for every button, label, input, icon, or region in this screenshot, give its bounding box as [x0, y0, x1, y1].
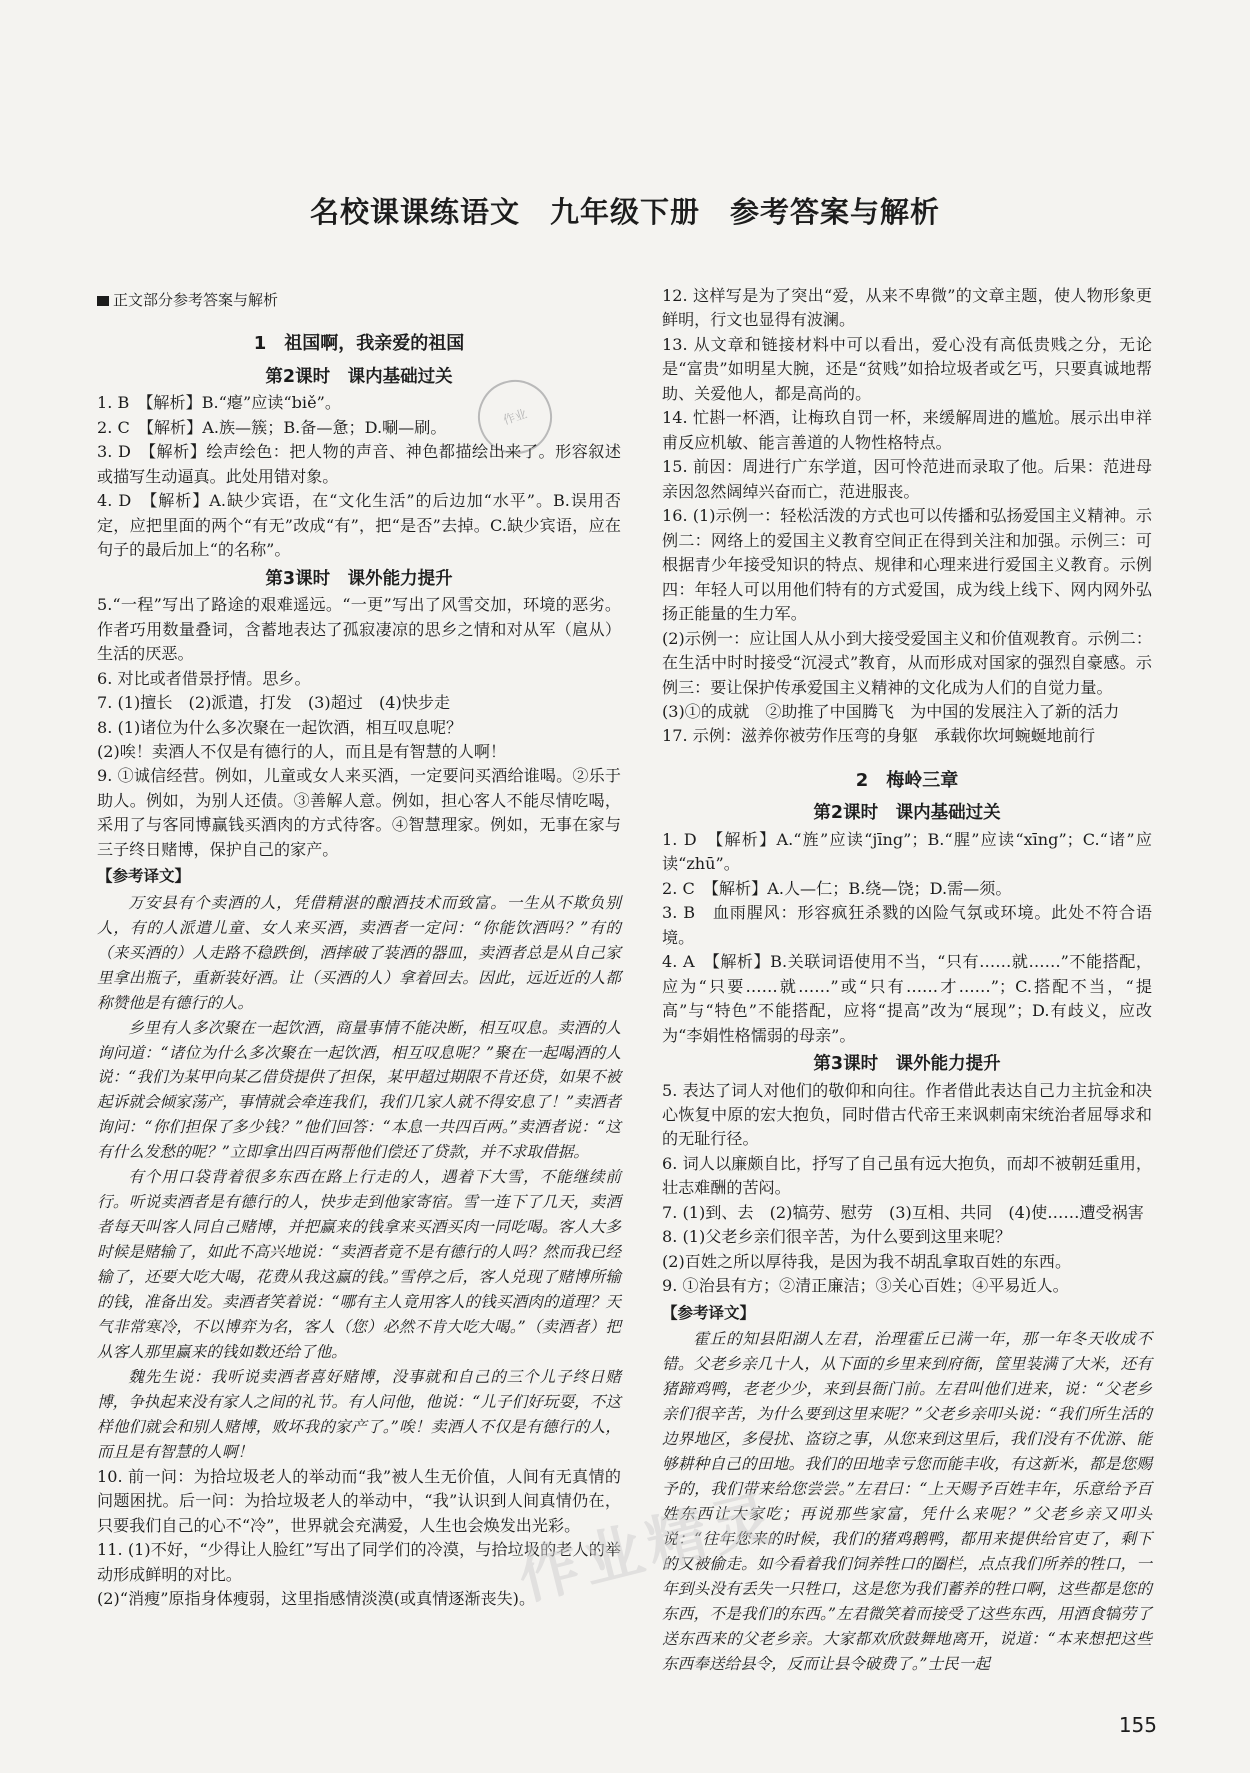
section-marker-icon: [97, 296, 109, 306]
answer-item: 17. 示例：滋养你被劳作压弯的身躯 承载你坎坷蜿蜒地前行: [662, 726, 1096, 746]
lesson-heading: 第2课时 课内基础过关: [813, 803, 1001, 824]
answer-item: 3. B 血雨腥风：形容疯狂杀戮的凶险气氛或环境。此处不符合语境。: [662, 903, 1152, 947]
answer-item: 3. D 【解析】绘声绘色：把人物的声音、神色都描绘出来了。形容叙述或描写生动逼真。此处用错对象。: [97, 442, 621, 486]
reference-translation-label: 【参考译文】: [662, 1303, 756, 1322]
right-column: [662, 284, 1152, 1677]
chapter-title: 1 祖国啊，我亲爱的祖国: [253, 333, 465, 355]
answer-item: (3)①的成就 ②助推了中国腾飞 为中国的发展注入了新的活力: [662, 701, 1120, 721]
answer-item: 11. (1)不好，“少得让人脸红”写出了同学们的冷漠，与拾垃圾的老人的举动形成鲜明的对比。: [97, 1540, 621, 1584]
answer-item: 1. D 【解析】A.“旌”应读“jīng”；B.“腥”应读“xīng”；C.“诸”应读“zhū”。: [662, 829, 1152, 874]
lesson-heading: 第3课时 课外能力提升: [813, 1054, 1001, 1075]
answer-item: 8. (1)父老乡亲们很辛苦，为什么要到这里来呢？: [662, 1227, 1012, 1247]
translation-paragraph: 有个用口袋背着很多东西在路上行走的人，遇着下大雪，不能继续前行。听说卖酒者是有德行的人，快步走到他家寄宿。雪一连下了几天，卖酒者每天叫客人同自己赌博，并把赢来的钱拿来买酒买肉一同吃喝。客人大多时候是赌输了，如此不高兴地说：“卖酒者竟不是有德行的人吗？然而我已经输了，还要大吃大喝，花费从我这赢的钱。”雪停之后，客人兑现了赌博所输的钱，准备出发。卖酒者笑着说：“哪有主人竟用客人的钱买酒肉的道理？天气非常寒冷，不以博弈为名，客人（您）必然不肯大吃大喝。”（卖酒者）把从客人那里赢来的钱如数还给了他。: [97, 1168, 621, 1361]
answer-item: 12. 这样写是为了突出“爱，从来不卑微”的文章主题，使人物形象更鲜明，行文也显得有波澜。: [662, 286, 1152, 330]
answer-item: 4. A 【解析】B.关联词语使用不当，“只有……就……”不能搭配，应为“只要……就……”或“只有……才……”；C.搭配不当，“提高”与“特色”不能搭配，应将“提高”改为“展现”；D.有歧义，应改为“李娟性格懦弱的母亲”。: [662, 952, 1152, 1045]
answer-item: (2)唉！卖酒人不仅是有德行的人，而且是有智慧的人啊！: [97, 741, 507, 761]
answer-list: [662, 1079, 1152, 1299]
answer-item: 5.“一程”写出了路途的艰难遥远。“一更”写出了风雪交加，环境的恶劣。作者巧用数量叠词，含蓄地表达了孤寂凄凉的思乡之情和对从军（扈从）生活的厌恶。: [97, 595, 621, 664]
answer-item: 7. (1)擅长 (2)派遣，打发 (3)超过 (4)快步走: [97, 693, 451, 713]
answer-item: (2)百姓之所以厚待我，是因为我不胡乱拿取百姓的东西。: [662, 1251, 1072, 1271]
watermark: 作业精灵: [511, 1481, 785, 1614]
page-title: 名校课课练语文 九年级下册 参考答案与解析: [309, 195, 940, 229]
lesson-heading: 第2课时 课内基础过关: [265, 366, 453, 387]
answer-item: 16. (1)示例一：轻松活泼的方式也可以传播和弘扬爱国主义精神。示例二：网络上的爱国主义教育空间正在得到关注和加强。示例三：可根据青少年接受知识的特点、规律和心理来进行爱国主义教育。示例四：年轻人可以用他们特有的方式爱国，成为线上线下、网内网外弘扬正能量的生力军。: [662, 506, 1152, 624]
answer-list: [662, 828, 1152, 1048]
page-number: 155: [1118, 1713, 1157, 1737]
answer-item: 2. C 【解析】A.族—簇；B.备—惫；D.唰—刷。: [97, 417, 447, 437]
answer-item: 7. (1)到、去 (2)犒劳、慰劳 (3)互相、共同 (4)使……遭受祸害: [662, 1202, 1144, 1222]
answer-item: 15. 前因：周进行广东学道，因可怜范进而录取了他。后果：范进母亲因忽然阔绰兴奋而亡，范进服丧。: [662, 457, 1152, 501]
lesson-heading: 第3课时 课外能力提升: [265, 568, 453, 589]
answer-item: 9. ①诚信经营。例如，儿童或女人来买酒，一定要问买酒给谁喝。②乐于助人。例如，为别人还债。③善解人意。例如，担心客人不能尽情吃喝，采用了与客同博赢钱买酒肉的方式待客。④智慧理家。例如，无事在家与三子终日赌博，保护自己的家产。: [97, 766, 621, 859]
translation-paragraph: 魏先生说：我听说卖酒者喜好赌博，没事就和自己的三个儿子终日赌博，争执起来没有家人之间的礼节。有人问他，他说：“儿子们好玩耍，不这样他们就会和别人赌博，败坏我的家产了。”唉！卖酒人不仅是有德行的人，而且是有智慧的人啊！: [97, 1367, 621, 1461]
answer-item: 9. ①治县有方；②清正廉洁；③关心百姓；④平易近人。: [662, 1276, 1069, 1296]
answer-item: 14. 忙斟一杯酒，让梅玖自罚一杯，来缓解周进的尴尬。展示出申祥甫反应机敏、能言善道的人物性格特点。: [662, 408, 1152, 452]
translation-text: [97, 891, 621, 1465]
answer-item: 10. 前一问：为拾垃圾老人的举动而“我”被人生无价值，人间有无真情的问题困扰。后一问：为拾垃圾老人的举动中，“我”认识到人间真情仍在，只要我们自己的心不“冷”，世界就会充满爱，人生也会焕发出光彩。: [97, 1466, 621, 1535]
answer-item: 6. 对比或者借景抒情。思乡。: [97, 668, 311, 688]
answer-item: 1. B 【解析】B.“瘪”应读“biě”。: [97, 393, 341, 413]
answer-item: 6. 词人以廉颇自比，抒写了自己虽有远大抱负，而却不被朝廷重用，壮志难酬的苦闷。: [662, 1153, 1152, 1198]
translation-paragraph: 万安县有个卖酒的人，凭借精湛的酿酒技术而致富。一生从不欺负别人，有的人派遣儿童、女人来买酒，卖酒者一定问：“你能饮酒吗？”有的（来买酒的）人走路不稳跌倒，酒摔破了装酒的器皿，卖酒者总是从自己家里拿出瓶子，重新装好酒。让（买酒的人）拿着回去。因此，远近近的人都称赞他是有德行的人。: [97, 893, 621, 1012]
chapter-title: 2 梅岭三章: [855, 769, 959, 791]
answer-item: (2)“消瘦”原指身体瘦弱，这里指感情淡漠(或真情逐渐丧失)。: [97, 1589, 536, 1609]
answer-item: 8. (1)诸位为什么多次聚在一起饮酒，相互叹息呢？: [97, 717, 463, 737]
section-label: 正文部分参考答案与解析: [97, 288, 621, 312]
answer-list: [97, 593, 621, 862]
answer-item: 13. 从文章和链接材料中可以看出，爱心没有高低贵贱之分，无论是“富贵”如明星大腕，还是“贫贱”如拾垃圾者或乞丐，只要真诚地帮助、关爱他人，都是高尚的。: [662, 334, 1152, 403]
answer-list: [97, 391, 621, 562]
translation-paragraph: 乡里有人多次聚在一起饮酒，商量事情不能决断，相互叹息。卖酒的人询问道：“诸位为什么多次聚在一起饮酒，相互叹息呢？”聚在一起喝酒的人说：“我们为某甲向某乙借贷提供了担保，某甲超过期限不肯还贷，如果不被起诉就会倾家荡产，事情就会牵连我们，我们几家人就不得安息了！”卖酒者询问：“你们担保了多少钱？”他们回答：“本息一共四百两。”卖酒者说：“这有什么发愁的呢？”立即拿出四百两帮他们偿还了贷款，并不求取借据。: [97, 1018, 621, 1162]
translation-paragraph: 霍丘的知县阳湖人左君，治理霍丘已满一年，那一年冬天收成不错。父老乡亲几十人，从下面的乡里来到府衙，筐里装满了大米，还有猪蹄鸡鸭，老老少少，来到县衙门前。左君叫他们进来，说：“父老乡亲们很辛苦，为什么要到这里来呢？”父老乡亲叩头说：“我们所生活的边界地区，多侵扰、盗窃之事，从您来到这里后，我们没有不优游、能够耕种自己的田地。我们的田地幸亏您而能丰收，有这新米，都是您赐予的，我们带来给您尝尝。”左君曰：“上天赐予百姓丰年，乐意给予百姓东西让大家吃；再说那些家富，凭什么来呢？”父老乡亲又叩头说：“往年您来的时候，我们的猪鸡鹅鸭，都用来提供给官吏了，剩下的又被偷走。如今看着我们饲养牲口的圈栏，点点我们所养的牲口，一年到头没有丢失一只牲口，这是您为我们蓄养的牲口啊，这些都是您的东西，不是我们的东西。”左君微笑着而接受了这些东西，用酒食犒劳了送东西来的父老乡亲。大家都欢欣鼓舞地离开，说道：“本来想把这些东西奉送给县令，反而让县令破费了。”士民一起: [662, 1330, 1152, 1673]
stamp: 作业: [468, 370, 561, 463]
left-column: [97, 288, 621, 1612]
answer-list: [662, 284, 1152, 749]
answer-item: 2. C 【解析】A.人—仁；B.绕—饶；D.需—须。: [662, 878, 1012, 898]
answer-item: 4. D 【解析】A.缺少宾语，在“文化生活”的后边加“水平”。B.误用否定，应把里面的两个“有无”改成“有”，把“是否”去掉。C.缺少宾语，应在句子的最后加上“的名称”。: [97, 491, 621, 560]
answer-item: (2)示例一：应让国人从小到大接受爱国主义和价值观教育。示例二：在生活中时时接受“沉浸式”教育，从而形成对国家的强烈自豪感。示例三：要让保护传承爱国主义精神的文化成为人们的自觉力量。: [662, 628, 1152, 697]
answer-item: 5. 表达了词人对他们的敬仰和向往。作者借此表达自己力主抗金和决心恢复中原的宏大抱负，同时借古代帝王来讽刺南宋统治者屈辱求和的无耻行径。: [662, 1080, 1152, 1149]
reference-translation-label: 【参考译文】: [97, 867, 191, 886]
